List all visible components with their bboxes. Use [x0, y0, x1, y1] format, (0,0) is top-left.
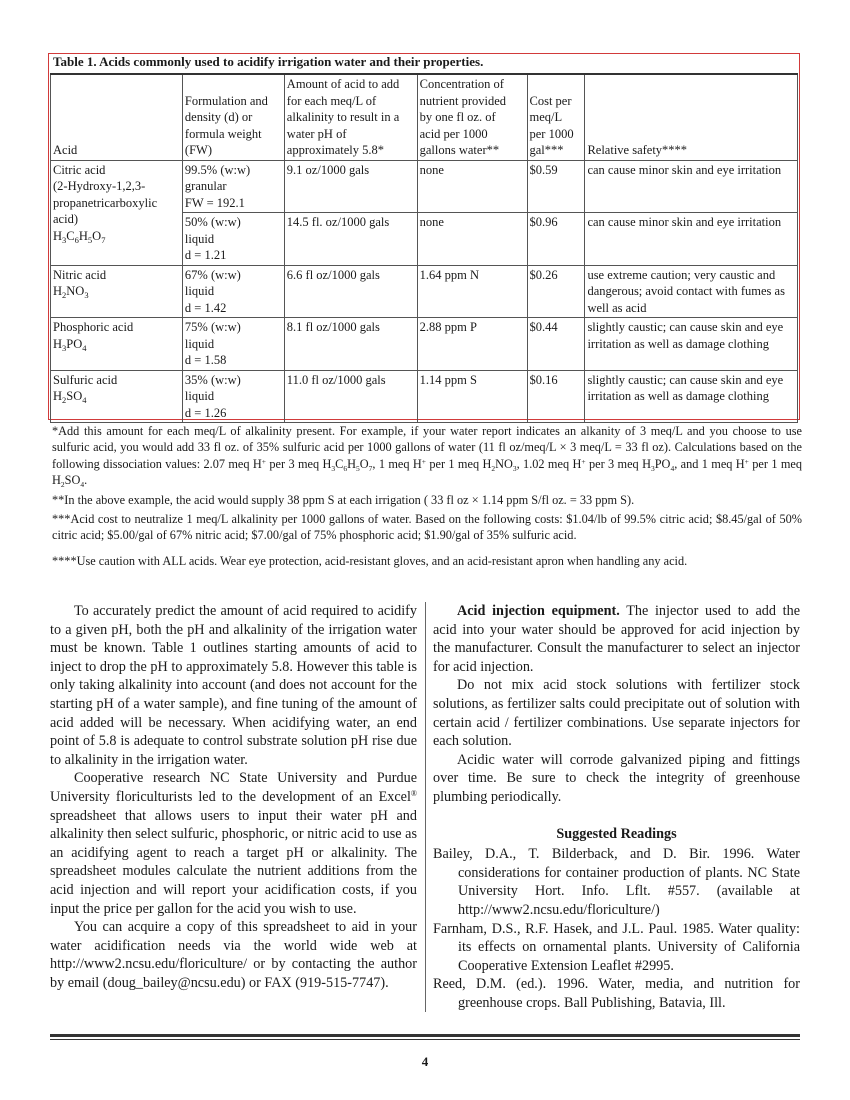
left-column — [50, 602, 417, 992]
table-row-phosphoric — [51, 318, 798, 371]
acid-properties-table — [50, 73, 798, 423]
table-row-sulfuric — [51, 370, 798, 423]
header-safety: Relative safety**** — [585, 74, 798, 160]
footer-rule-thick — [50, 1034, 800, 1037]
cell-formulation: 75% (w:w) liquid d = 1.58 — [182, 318, 284, 371]
cell-amount: 11.0 fl oz/1000 gals — [284, 370, 417, 423]
header-cost: Cost per meq/L per 1000 gal*** — [527, 74, 585, 160]
cell-phosphoric-acid-name: Phosphoric acid $H_3PO_4$ — [51, 318, 183, 371]
cell-concentration: 1.14 ppm S — [417, 370, 527, 423]
table-header-row — [51, 74, 798, 160]
footnote-4: ****Use caution with ALL acids. Wear eye protection, acid-resistant gloves, and an acid-resistant apron when handling any acid. — [52, 553, 688, 568]
cell-cost: $0.26 — [527, 265, 585, 318]
cell-amount: 6.6 fl oz/1000 gals — [284, 265, 417, 318]
cell-amount: 9.1 oz/1000 gals — [284, 160, 417, 213]
table-row-nitric — [51, 265, 798, 318]
table-row-citric-granular — [51, 160, 798, 213]
left-paragraph-2: Cooperative research NC State University and Purdue University floriculturists led to the development of an Excel® spreadsheet that allows users to input their water pH and alkalinity then select sulfuric, phosphoric, or nitric acid to use as an acidifying agent to reach a target pH or alkalinity. The spreadsheet modules calculate the nutrient additions from the acid injection and will report your acidification costs, if you input the price per gallon for the acid you wish to use. — [50, 770, 417, 917]
left-paragraph-3: You can acquire a copy of this spreadsheet to aid in your water acidification needs via the world wide web at http://www2.ncsu.edu/floriculture/ or by contacting the author by email (doug_bailey@ncsu.edu) or FAX (919-515-7747). — [50, 919, 417, 991]
cell-formulation: 50% (w:w) liquid d = 1.21 — [182, 213, 284, 266]
right-paragraph-2: Do not mix acid stock solutions with fertilizer stock solutions, as fertilizer salts could precipitate out of solution with certain acid / fertilizer combinations. Use separate injectors for each solution. — [433, 677, 800, 750]
cell-safety: use extreme caution; very caustic and dangerous; avoid contact with fumes as well as acid — [585, 265, 798, 318]
citric-formula: $H_3C_6H_5O_7$ — [53, 228, 106, 245]
right-column — [433, 602, 800, 1012]
cell-safety: can cause minor skin and eye irritation — [585, 213, 798, 266]
cell-amount: 8.1 fl oz/1000 gals — [284, 318, 417, 371]
footnote-2: **In the above example, the acid would supply 38 ppm S at each irrigation ( 33 fl oz × 1.14 ppm S/fl oz. = 33 ppm S). — [52, 492, 635, 507]
table-caption: Table 1. Acids commonly used to acidify irrigation water and their properties. — [53, 54, 484, 69]
column-divider — [425, 602, 426, 1012]
reference-item: Bailey, D.A., T. Bilderback, and D. Bir. 1996. Water considerations for container production of plants. NC State University Hort. Info. Lflt. #557. (available at http://www2.ncsu.edu/floriculture/) — [433, 846, 800, 918]
cell-amount: 14.5 fl. oz/1000 gals — [284, 213, 417, 266]
cell-citric-acid-name: Citric acid (2-Hydroxy-1,2,3- propanetricarboxylic acid) $H_3C_6H_5O_7$ — [51, 160, 183, 265]
right-paragraph-1: Acid injection equipment. The injector used to add the acid into your water should be approved for acid injection by the manufacturer. Consult the manufacturer to select an injector for acid injection. — [433, 603, 800, 675]
right-paragraph-3: Acidic water will corrode galvanized piping and fittings over time. Be sure to check the integrity of greenhouse plumbing periodically. — [433, 751, 800, 805]
footnote-1: *Add this amount for each meq/L of alkalinity present. For example, if your water report indicates an alkanity of 3 meq/L and you choose to use sulfuric acid, you would add 33 fl oz. of 35% sulfuric acid per 1000 gallons of water (11 fl oz/meq/L × 3 meq/L = 33 fl oz). Calculations based on the following dissociation values: 2.07 meq H+ per 3 meq $H_3C_6H_5O_7$, 1 meq H+ per 1 meq $H_2NO_3$, 1.02 meq H+ per 3 meq $H_3PO_4$, and 1 meq H+ per 1 meq $H_2SO_4$. — [52, 424, 803, 490]
suggested-readings-heading: Suggested Readings — [556, 825, 677, 842]
left-paragraph-1: To accurately predict the amount of acid required to acidify to a given pH, both the pH and alkalinity of the irrigation water must be known. Table 1 outlines starting amounts of acid to inject to drop the pH to approximately 5.8. However this table is only taking alkalinity into account (and does not account for the starting pH of a water sample), and fine tuning of the amount of acid added will be necessary. When acidifying water, an end point of 5.8 is adequate to control substrate solution pH rise due to alkalinity in the irrigation water. — [50, 603, 417, 768]
footnote-3: ***Acid cost to neutralize 1 meq/L alkalinity per 1000 gallons of water. Based on the following costs: $1.04/lb of 99.5% citric acid; $8.45/gal of 50% citric acid; $5.00/gal of 67% nitric acid; $7.00/gal of 75% phosphoric acid; $1.90/gal of 35% sulfuric acid. — [52, 512, 802, 543]
cell-sulfuric-acid-name: Sulfuric acid $H_2SO_4$ — [51, 370, 183, 423]
cell-concentration: 1.64 ppm N — [417, 265, 527, 318]
cell-safety: slightly caustic; can cause skin and eye irritation as well as damage clothing — [585, 318, 798, 371]
header-amount: Amount of acid to add for each meq/L of alkalinity to result in a water pH of approximately 5.8* — [284, 74, 417, 160]
acid-injection-heading: Acid injection equipment. — [457, 603, 620, 619]
cell-formulation: 99.5% (w:w) granular FW = 192.1 — [182, 160, 284, 213]
cell-nitric-acid-name: Nitric acid $H_2NO_3$ — [51, 265, 183, 318]
header-acid: Acid — [51, 74, 183, 160]
cell-safety: can cause minor skin and eye irritation — [585, 160, 798, 213]
cell-formulation: 35% (w:w) liquid d = 1.26 — [182, 370, 284, 423]
reference-item: Farnham, D.S., R.F. Hasek, and J.L. Paul. 1985. Water quality: its effects on ornamental plants. University of California Cooperative Extension Leaflet #2995. — [433, 920, 800, 974]
header-formulation: Formulation and density (d) or formula weight (FW) — [182, 74, 284, 160]
cell-concentration: none — [417, 160, 527, 213]
sulfuric-formula: $H_2SO_4$ — [53, 389, 87, 405]
cell-safety: slightly caustic; can cause skin and eye irritation as well as damage clothing — [585, 370, 798, 423]
footer-rule-thin — [50, 1039, 800, 1040]
cell-cost: $0.44 — [527, 318, 585, 371]
cell-concentration: none — [417, 213, 527, 266]
phosphoric-formula: $H_3PO_4$ — [53, 336, 87, 353]
header-concentration: Concentration of nutrient provided by one fl oz. of acid per 1000 gallons water** — [417, 74, 527, 160]
cell-concentration: 2.88 ppm P — [417, 318, 527, 371]
cell-cost: $0.59 — [527, 160, 585, 213]
nitric-formula: $H_2NO_3$ — [53, 284, 89, 300]
page-number: 4 — [421, 1054, 429, 1069]
cell-cost: $0.16 — [527, 370, 585, 423]
reference-item: Reed, D.M. (ed.). 1996. Water, media, and nutrition for greenhouse crops. Ball Publishing, Batavia, Ill. — [433, 976, 800, 1011]
table-footnotes — [52, 423, 802, 572]
cell-formulation: 67% (w:w) liquid d = 1.42 — [182, 265, 284, 318]
cell-cost: $0.96 — [527, 213, 585, 266]
